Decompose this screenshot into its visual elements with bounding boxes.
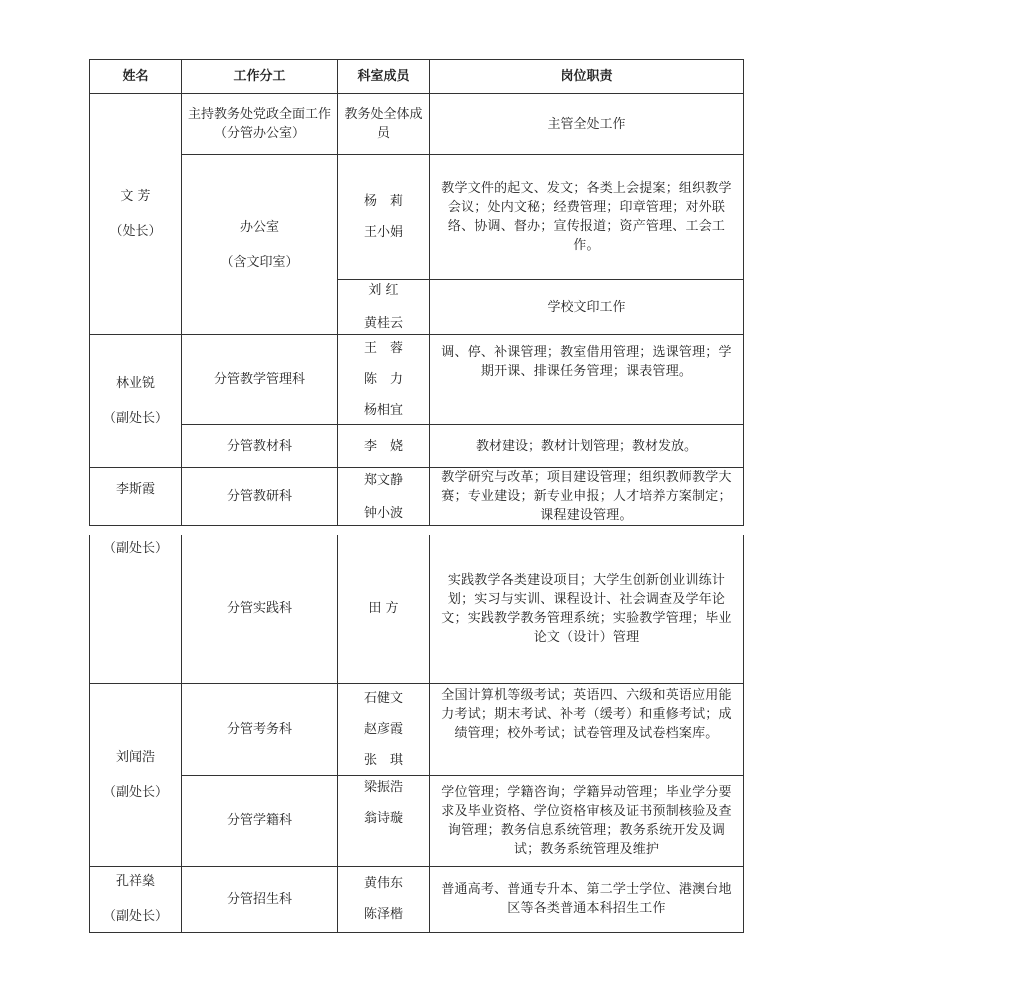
member-name: 黄伟东 — [363, 876, 403, 891]
members-cell: 田 方 — [338, 535, 430, 683]
members-cell — [338, 280, 430, 335]
members-cell — [338, 335, 430, 425]
member-name: 杨相宜 — [363, 403, 403, 418]
division-cell: 分管考务科 — [182, 683, 338, 775]
person-name: 林业锐 — [115, 376, 155, 391]
table-row — [90, 535, 744, 683]
person-title: （副处长） — [102, 411, 168, 426]
division-label: 办公室 — [239, 219, 279, 235]
duties-cell: 主管全处工作 — [430, 94, 744, 155]
member-name: 梁振浩 — [363, 779, 403, 795]
table-row — [90, 866, 744, 932]
person-cell — [90, 866, 182, 932]
duties-cell: 教学研究与改革；项目建设管理；组织教师教学大赛；专业建设；新专业申报；人才培养方案制定；课程建设管理。 — [430, 468, 744, 526]
person-name: 刘闻浩 — [115, 749, 155, 765]
member-name: 郑文静 — [363, 472, 403, 488]
division-cell: 分管教学管理科 — [182, 335, 338, 425]
table-row — [90, 683, 744, 775]
person-title: （副处长） — [102, 541, 168, 556]
header-division: 工作分工 — [182, 60, 338, 94]
division-sublabel: （含文印室） — [220, 254, 299, 270]
members-cell — [338, 468, 430, 526]
person-cell — [90, 468, 182, 526]
member-name: 王小娟 — [363, 225, 403, 240]
duties-cell: 学位管理；学籍咨询；学籍异动管理；毕业学分要求及毕业资格、学位资格审核及证书预制核验及查询管理；教务信息系统管理；教务系统开发及调试；教务系统管理及维护 — [430, 775, 744, 866]
table-row — [90, 335, 744, 425]
person-cell — [90, 94, 182, 335]
table-header-row — [90, 60, 744, 94]
table-row — [90, 425, 744, 468]
duties-cell: 全国计算机等级考试；英语四、六级和英语应用能力考试；期末考试、补考（缓考）和重修考试；成绩管理；校外考试；试卷管理及试卷档案库。 — [430, 683, 744, 775]
duties-cell: 调、停、补课管理；教室借用管理；选课管理；学期开课、排课任务管理；课表管理。 — [430, 335, 744, 425]
division-cell: 分管教材科 — [182, 425, 338, 468]
table-row — [90, 94, 744, 155]
member-name: 王 蓉 — [363, 341, 403, 356]
header-members: 科室成员 — [338, 60, 430, 94]
table-row — [90, 775, 744, 866]
members-cell — [338, 155, 430, 280]
member-name: 石健文 — [363, 690, 403, 706]
person-cell — [90, 535, 182, 683]
person-title: （副处长） — [102, 784, 168, 800]
duties-cell: 实践教学各类建设项目；大学生创新创业训练计划；实习与实训、课程设计、社会调查及学年论文；实践教学教务管理系统；实验教学管理；毕业论文（设计）管理 — [430, 535, 744, 683]
duties-cell: 教学文件的起文、发文；各类上会提案；组织教学会议；处内文秘；经费管理；印章管理；对外联络、协调、督办；宣传报道；资产管理、工会工作。 — [430, 155, 744, 280]
members-cell: 李 娆 — [338, 425, 430, 468]
staff-duty-table-part1 — [89, 59, 744, 526]
member-name: 张 琪 — [363, 752, 403, 768]
members-cell: 教务处全体成员 — [338, 94, 430, 155]
header-duties: 岗位职责 — [430, 60, 744, 94]
person-cell — [90, 335, 182, 468]
division-cell: 分管教研科 — [182, 468, 338, 526]
division-cell — [182, 155, 338, 335]
member-name: 陈泽楷 — [363, 907, 403, 922]
division-cell: 分管招生科 — [182, 866, 338, 932]
member-name: 黄桂云 — [363, 316, 403, 331]
members-cell — [338, 775, 430, 866]
member-name: 刘 红 — [368, 283, 399, 298]
member-name: 翁诗璇 — [363, 810, 403, 826]
member-name: 钟小波 — [363, 505, 403, 521]
members-cell — [338, 866, 430, 932]
person-title: （副处长） — [102, 909, 168, 924]
person-title: （处长） — [109, 224, 162, 239]
person-name: 文 芳 — [120, 189, 151, 204]
duties-cell: 教材建设；教材计划管理；教材发放。 — [430, 425, 744, 468]
header-name: 姓名 — [90, 60, 182, 94]
table-row — [90, 155, 744, 280]
table-row — [90, 468, 744, 526]
members-cell — [338, 683, 430, 775]
duties-cell: 学校文印工作 — [430, 280, 744, 335]
person-name: 孔祥燊 — [115, 874, 155, 889]
division-cell: 分管实践科 — [182, 535, 338, 683]
person-name: 李斯霞 — [115, 482, 155, 497]
member-name: 杨 莉 — [363, 194, 403, 209]
division-cell: 分管学籍科 — [182, 775, 338, 866]
member-name: 陈 力 — [363, 372, 403, 387]
duties-cell: 普通高考、普通专升本、第二学士学位、港澳台地区等各类普通本科招生工作 — [430, 866, 744, 932]
staff-duty-table-part2 — [89, 535, 744, 933]
member-name: 赵彦霞 — [363, 721, 403, 737]
division-cell: 主持教务处党政全面工作（分管办公室） — [182, 94, 338, 155]
person-cell — [90, 683, 182, 866]
